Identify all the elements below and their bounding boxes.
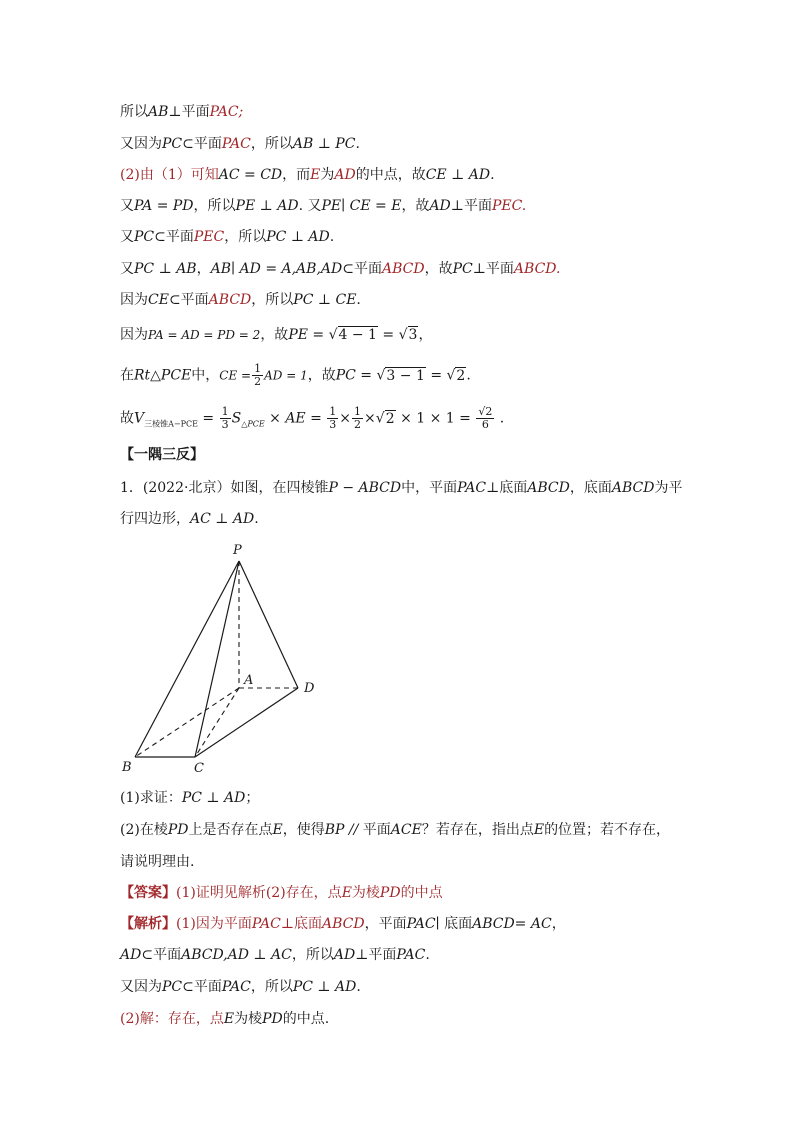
proof-line-6: 又PC ⊥ AB，AB∣ AD = A,AB,AD⊂平面ABCD，故PC⊥平面ABCD.	[120, 261, 561, 277]
analysis-line-4: (2)解：存在，点E为棱PD的中点.	[120, 1011, 330, 1027]
problem-line-2: 行四边形，AC ⊥ AD.	[120, 511, 259, 527]
edge-PB	[135, 561, 239, 757]
edge-PD	[239, 561, 298, 688]
proof-line-10: 故$V_{三棱锥A-PCE}$ = $\frac{1}{3}$ $S_{\triangle PCE}$ × AE = $\frac{1}{3}$ × $\frac{1}{2}$ ×√2 × 1 × 1 = $\frac{√2}{6}$ .	[120, 405, 505, 431]
vertex-label-B: B	[122, 760, 132, 775]
section-title: 【一隅三反】	[120, 447, 204, 463]
proof-line-3: (2)由（1）可知AC = CD，而E为AD的中点，故CE ⊥ AD.	[120, 167, 495, 183]
proof-line-5: 又PC⊂平面PEC，所以PC ⊥ AD.	[120, 229, 335, 245]
edge-AC-hidden	[195, 688, 239, 757]
proof-line-8: 因为PA = AD = PD = 2，故PE = √4 − 1 = √3，	[120, 327, 433, 343]
subquestion-1: (1)求证：PC ⊥ AD；	[120, 790, 260, 806]
proof-line-4: 又PA = PD，所以PE ⊥ AD. 又PE∣ CE = E，故AD⊥平面PEC.	[120, 198, 527, 214]
pyramid-figure	[118, 540, 338, 780]
subquestion-2-cont: 请说明理由.	[120, 854, 195, 870]
proof-line-1: 所以AB⊥平面PAC;	[120, 104, 244, 120]
subquestion-2: (2)在棱PD上是否存在点E，使得BP // 平面ACE？若存在，指出点E的位置；若不存在，	[120, 822, 671, 838]
vertex-label-A: A	[244, 673, 254, 688]
answer-tag: 【答案】	[120, 885, 176, 901]
analysis-tag: 【解析】	[120, 916, 176, 932]
edge-PC	[195, 561, 239, 757]
vertex-label-C: C	[194, 761, 204, 776]
vertex-label-D: D	[304, 681, 315, 696]
problem-line-1: 1．(2022·北京）如图，在四棱锥P − ABCD中，平面PAC⊥底面ABCD，底面ABCD为平	[120, 480, 683, 496]
answer-line: 【答案】(1)证明见解析(2)存在，点E为棱PD的中点	[120, 885, 443, 901]
proof-line-7: 因为CE⊂平面ABCD，所以PC ⊥ CE.	[120, 292, 361, 308]
analysis-line-1: 【解析】(1)因为平面PAC⊥底面ABCD，平面PAC∣ 底面ABCD= AC，	[120, 916, 566, 932]
proof-line-2: 又因为PC⊂平面PAC，所以AB ⊥ PC.	[120, 136, 360, 152]
edge-AB-hidden	[135, 688, 239, 757]
analysis-line-3: 又因为PC⊂平面PAC，所以PC ⊥ AD.	[120, 979, 361, 995]
analysis-line-2: AD⊂平面ABCD,AD ⊥ AC，所以AD⊥平面PAC.	[120, 947, 430, 963]
edge-CD	[195, 688, 298, 757]
vertex-label-P: P	[233, 543, 242, 558]
proof-line-9: 在Rt△PCE中，CE = $\frac{1}{2}$ AD = 1，故PC = √3 − 1 = √2.	[120, 362, 471, 388]
